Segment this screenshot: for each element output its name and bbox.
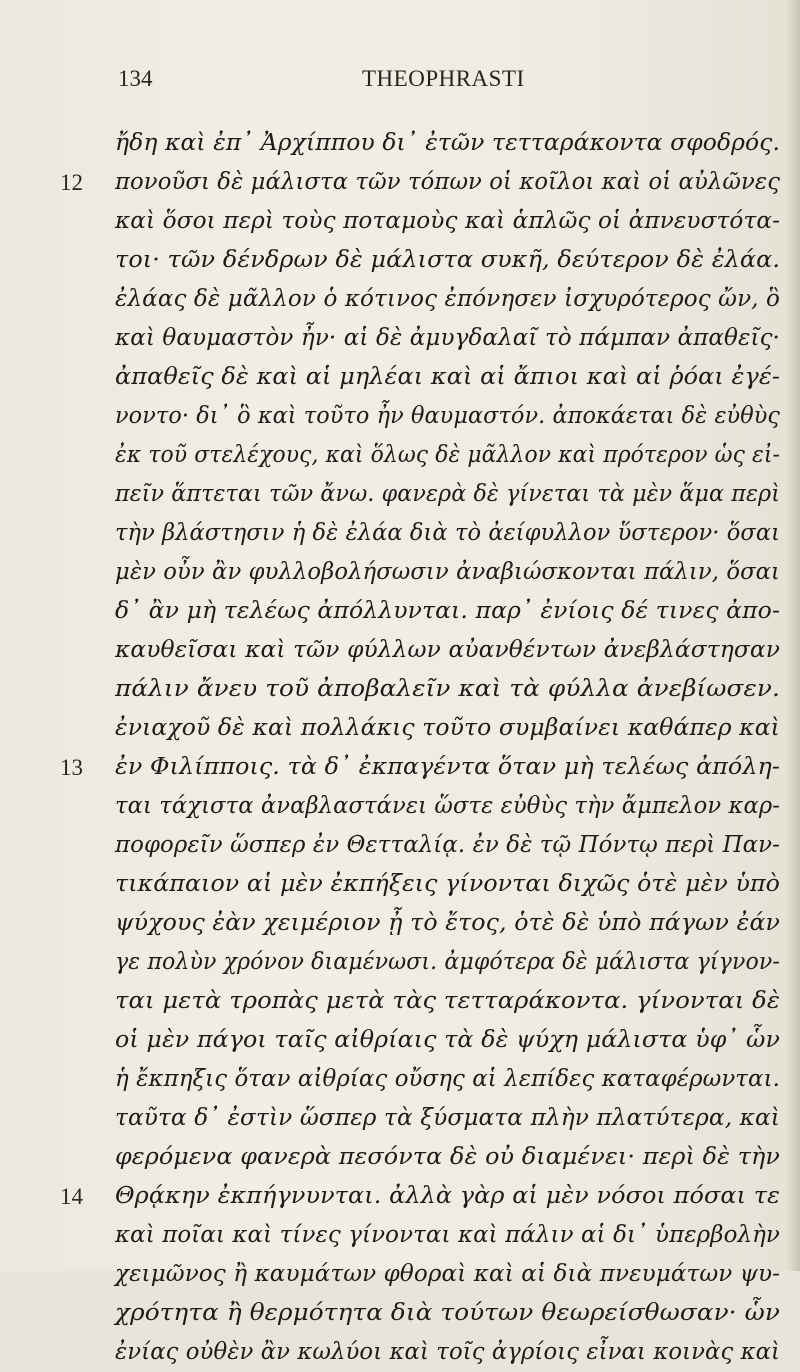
line-text: πονοῦσι δὲ μάλιστα τῶν τόπων οἱ κοῖλοι καὶ οἱ αὐλῶνες: [115, 169, 781, 195]
text-line: [60, 280, 780, 319]
text-line: [60, 670, 780, 709]
text-line: [60, 826, 780, 865]
text-line: [60, 475, 780, 514]
section-number: 14: [60, 1184, 83, 1209]
line-text: πεῖν ἅπτεται τῶν ἄνω. φανερὰ δὲ γίνεται τὰ μὲν ἅμα περὶ: [115, 481, 781, 507]
greek-text-block: [60, 124, 780, 1372]
text-line: [60, 358, 780, 397]
text-line: [60, 1138, 780, 1177]
text-line: [60, 904, 780, 943]
line-text: μὲν οὖν ἂν φυλλοβολήσωσιν ἀναβιώσκονται πάλιν, ὅσαι: [115, 559, 781, 585]
line-text: χειμῶνος ἢ καυμάτων φθοραὶ καὶ αἱ διὰ πνευμάτων ψυ-: [115, 1261, 781, 1287]
line-text: Θρᾴκην ἐκπήγνυνται. ἀλλὰ γὰρ αἱ μὲν νόσοι πόσαι τε: [115, 1183, 781, 1209]
line-text: ἡ ἔκπηξις ὅταν αἰθρίας οὔσης αἱ λεπίδες καταφέρωνται.: [115, 1066, 780, 1092]
line-text: ται μετὰ τροπὰς μετὰ τὰς τετταράκοντα. γίνονται δὲ: [115, 988, 780, 1014]
text-line: [60, 1216, 780, 1255]
page-number: 134: [118, 66, 153, 91]
text-line: [60, 241, 780, 280]
line-text: ψύχους ἐὰν χειμέριον ᾖ τὸ ἔτος, ὁτὲ δὲ ὑπὸ πάγων ἐάν: [115, 910, 781, 936]
text-line: [60, 631, 780, 670]
text-line: [60, 1060, 780, 1099]
text-line: [60, 163, 780, 202]
line-text: καὶ θαυμαστὸν ἦν· αἱ δὲ ἀμυγδαλαῖ τὸ πάμπαν ἀπαθεῖς·: [115, 325, 780, 351]
page-header: [118, 66, 738, 96]
text-line: [60, 982, 780, 1021]
line-text: ἐν Φιλίπποις. τὰ δ᾽ ἐκπαγέντα ὅταν μὴ τελέως ἀπόλη-: [115, 754, 780, 780]
text-line: [60, 514, 780, 553]
line-text: ποφορεῖν ὥσπερ ἐν Θετταλίᾳ. ἐν δὲ τῷ Πόντῳ περὶ Παν-: [115, 832, 780, 858]
text-line: [60, 1294, 780, 1333]
line-text: ἐνιαχοῦ δὲ καὶ πολλάκις τοῦτο συμβαίνει καθάπερ καὶ: [115, 715, 780, 741]
line-text: νοντο· δι᾽ ὃ καὶ τοῦτο ἦν θαυμαστόν. ἀποκάεται δὲ εὐθὺς: [115, 403, 781, 429]
running-title: THEOPHRASTI: [362, 66, 525, 91]
line-text: ἐκ τοῦ στελέχους, καὶ ὅλως δὲ μᾶλλον καὶ πρότερον ὡς εἰ-: [115, 442, 781, 468]
text-line: [60, 1021, 780, 1060]
text-line: [60, 124, 780, 163]
text-line: [60, 553, 780, 592]
line-text: οἱ μὲν πάγοι ταῖς αἰθρίαις τὰ δὲ ψύχη μάλιστα ὑφ᾽ ὧν: [115, 1027, 781, 1053]
line-text: ταῦτα δ᾽ ἐστὶν ὥσπερ τὰ ξύσματα πλὴν πλατύτερα, καὶ: [115, 1105, 781, 1131]
line-text: ἀπαθεῖς δὲ καὶ αἱ μηλέαι καὶ αἱ ἄπιοι καὶ αἱ ῥόαι ἐγέ-: [115, 364, 781, 390]
text-line: [60, 592, 780, 631]
text-line: [60, 1333, 780, 1372]
page-edge-shadow: [786, 0, 800, 1271]
text-line: [60, 397, 780, 436]
line-text: ἐλάας δὲ μᾶλλον ὁ κότινος ἐπόνησεν ἰσχυρότερος ὤν, ὃ: [115, 286, 781, 312]
text-line: [60, 436, 780, 475]
text-line: [60, 1255, 780, 1294]
line-text: γε πολὺν χρόνον διαμένωσι. ἀμφότερα δὲ μάλιστα γίγνον-: [115, 949, 780, 975]
text-line: [60, 1099, 780, 1138]
line-text: ἐνίας οὐθὲν ἂν κωλύοι καὶ τοῖς ἀγρίοις εἶναι κοινὰς καὶ: [115, 1339, 781, 1365]
text-line: [60, 865, 780, 904]
line-text: φερόμενα φανερὰ πεσόντα δὲ οὐ διαμένει· περὶ δὲ τὴν: [115, 1144, 780, 1170]
line-text: τοι· τῶν δένδρων δὲ μάλιστα συκῆ, δεύτερον δὲ ἐλάα.: [115, 247, 781, 273]
line-text: ἤδη καὶ ἐπ᾽ Ἀρχίππου δι᾽ ἐτῶν τετταράκοντα σφοδρός.: [115, 130, 781, 156]
text-line: [60, 943, 780, 982]
section-number: 12: [60, 170, 83, 195]
line-text: καὶ ὅσοι περὶ τοὺς ποταμοὺς καὶ ἁπλῶς οἱ ἀπνευστότα-: [115, 208, 781, 234]
line-text: χρότητα ἢ θερμότητα διὰ τούτων θεωρείσθωσαν· ὧν: [115, 1300, 781, 1326]
line-text: τὴν βλάστησιν ἡ δὲ ἐλάα διὰ τὸ ἀείφυλλον ὕστερον· ὅσαι: [115, 520, 781, 546]
text-line: [60, 202, 780, 241]
line-text: καυθεῖσαι καὶ τῶν φύλλων αὐανθέντων ἀνεβλάστησαν: [115, 637, 781, 663]
line-text: πάλιν ἄνευ τοῦ ἀποβαλεῖν καὶ τὰ φύλλα ἀνεβίωσεν.: [115, 676, 780, 702]
text-line: [60, 709, 780, 748]
text-line: [60, 1177, 780, 1216]
line-text: τικάπαιον αἱ μὲν ἐκπήξεις γίνονται διχῶς ὁτὲ μὲν ὑπὸ: [115, 871, 781, 897]
text-line: [60, 748, 780, 787]
text-line: [60, 319, 780, 358]
section-number: 13: [60, 755, 83, 780]
line-text: καὶ ποῖαι καὶ τίνες γίνονται καὶ πάλιν αἱ δι᾽ ὑπερβολὴν: [115, 1222, 780, 1248]
line-text: δ᾽ ἂν μὴ τελέως ἀπόλλυνται. παρ᾽ ἐνίοις δέ τινες ἀπο-: [115, 598, 780, 624]
text-line: [60, 787, 780, 826]
line-text: ται τάχιστα ἀναβλαστάνει ὥστε εὐθὺς τὴν ἄμπελον καρ-: [115, 793, 780, 819]
